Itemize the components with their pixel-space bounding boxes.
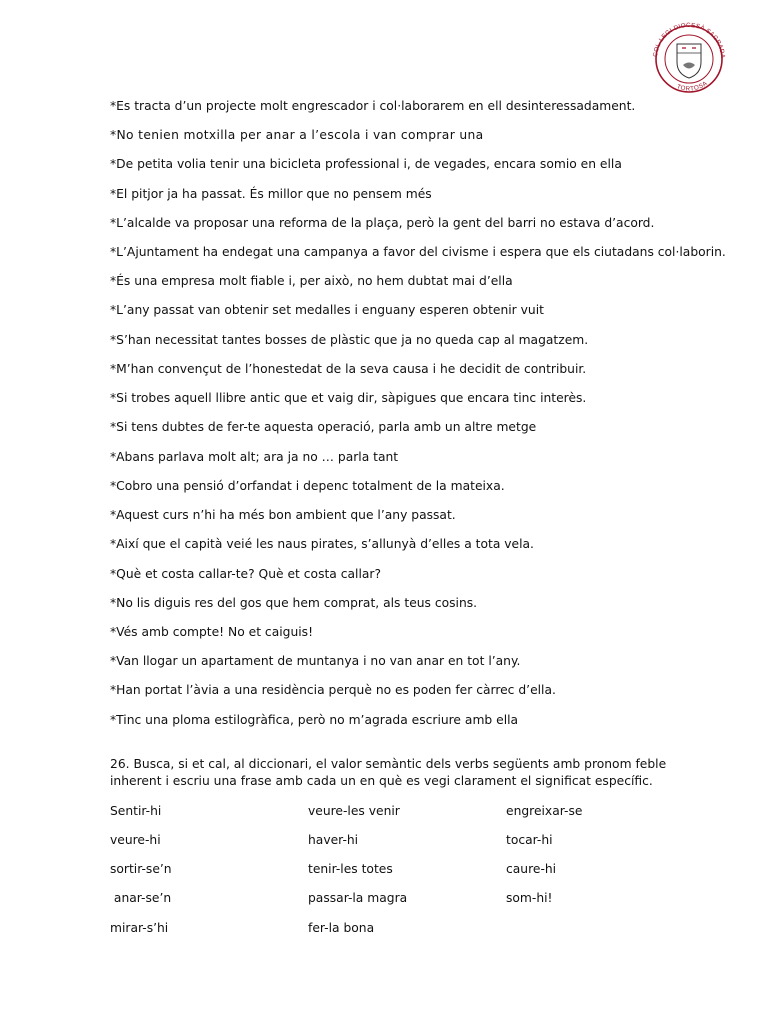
sentence-item: *Van llogar un apartament de muntanya i no van anar en tot l’any. (110, 654, 521, 668)
sentence-item: *De petita volia tenir una bicicleta professional i, de vegades, encara somio en ella (110, 157, 622, 171)
verb-item: veure-hi (110, 833, 161, 847)
verb-item: fer-la bona (308, 921, 375, 935)
sentence-item: *Han portat l’àvia a una residència perquè no es poden fer càrrec d’ella. (110, 683, 556, 697)
sentence-item: *L’any passat van obtenir set medalles i enguany esperen obtenir vuit (110, 303, 544, 317)
sentence-item: *És una empresa molt fiable i, per això, no hem dubtat mai d’ella (110, 274, 513, 288)
sentence-item: *Cobro una pensió d’orfandat i depenc totalment de la mateixa. (110, 479, 505, 493)
sentence-item: *Si trobes aquell llibre antic que et vaig dir, sàpigues que encara tinc interès. (110, 391, 587, 405)
verb-item: passar-la magra (308, 891, 408, 905)
svg-text:TORTOSA: TORTOSA (675, 79, 710, 93)
verb-item: haver-hi (308, 833, 359, 847)
sentence-item: *L’Ajuntament ha endegat una campanya a favor del civisme i espera que els ciutadans col·laborin. (110, 245, 726, 259)
sentence-item: *Aquest curs n’hi ha més bon ambient que l’any passat. (110, 508, 456, 522)
verb-item: anar-se’n (110, 891, 172, 905)
verb-item: caure-hi (506, 862, 557, 876)
sentence-item: *Es tracta d’un projecte molt engrescador i col·laborarem en ell desinteressadament. (110, 99, 636, 113)
sentence-item: *S’han necessitat tantes bosses de plàstic que ja no queda cap al magatzem. (110, 333, 589, 347)
exercise-instruction: 26. Busca, si et cal, al diccionari, el valor semàntic dels verbs següents amb pronom feble inherent i escriu una frase amb cada un en què es vegi clarament el significat específic. (110, 757, 667, 788)
sentence-item: *L’alcalde va proposar una reforma de la plaça, però la gent del barri no estava d’acord. (110, 216, 655, 230)
verb-item: engreixar-se (506, 804, 583, 818)
sentence-item: *No lis diguis res del gos que hem comprat, als teus cosins. (110, 596, 478, 610)
sentence-item: *Què et costa callar-te? Què et costa callar? (110, 567, 381, 581)
verb-item: veure-les venir (308, 804, 400, 818)
sentence-item: *No tenien motxilla per anar a l’escola i van comprar una (110, 128, 484, 142)
verb-item: sortir-se’n (110, 862, 172, 876)
sentence-item: *M’han convençut de l’honestedat de la seva causa i he decidit de contribuir. (110, 362, 587, 376)
school-logo (646, 22, 732, 94)
verb-item: tenir-les totes (308, 862, 393, 876)
verb-item: Sentir-hi (110, 804, 162, 818)
verb-item: tocar-hi (506, 833, 553, 847)
sentence-item: *Si tens dubtes de fer-te aquesta operació, parla amb un altre metge (110, 420, 537, 434)
verb-item: mirar-s’hi (110, 921, 169, 935)
sentence-item: *Abans parlava molt alt; ara ja no … parla tant (110, 450, 399, 464)
sentence-item: *Així que el capità veié les naus pirates, s’allunyà d’elles a tota vela. (110, 537, 534, 551)
sentence-item: *Vés amb compte! No et caiguis! (110, 625, 314, 639)
sentence-item: *Tinc una ploma estilogràfica, però no m’agrada escriure amb ella (110, 713, 519, 727)
svg-text:COL·LEGI DIOCESÀ SAGRADA FAMÍL: COL·LEGI DIOCESÀ SAGRADA (652, 22, 727, 59)
verb-item: som-hi! (506, 891, 553, 905)
sentence-item: *El pitjor ja ha passat. És millor que no pensem més (110, 187, 432, 201)
